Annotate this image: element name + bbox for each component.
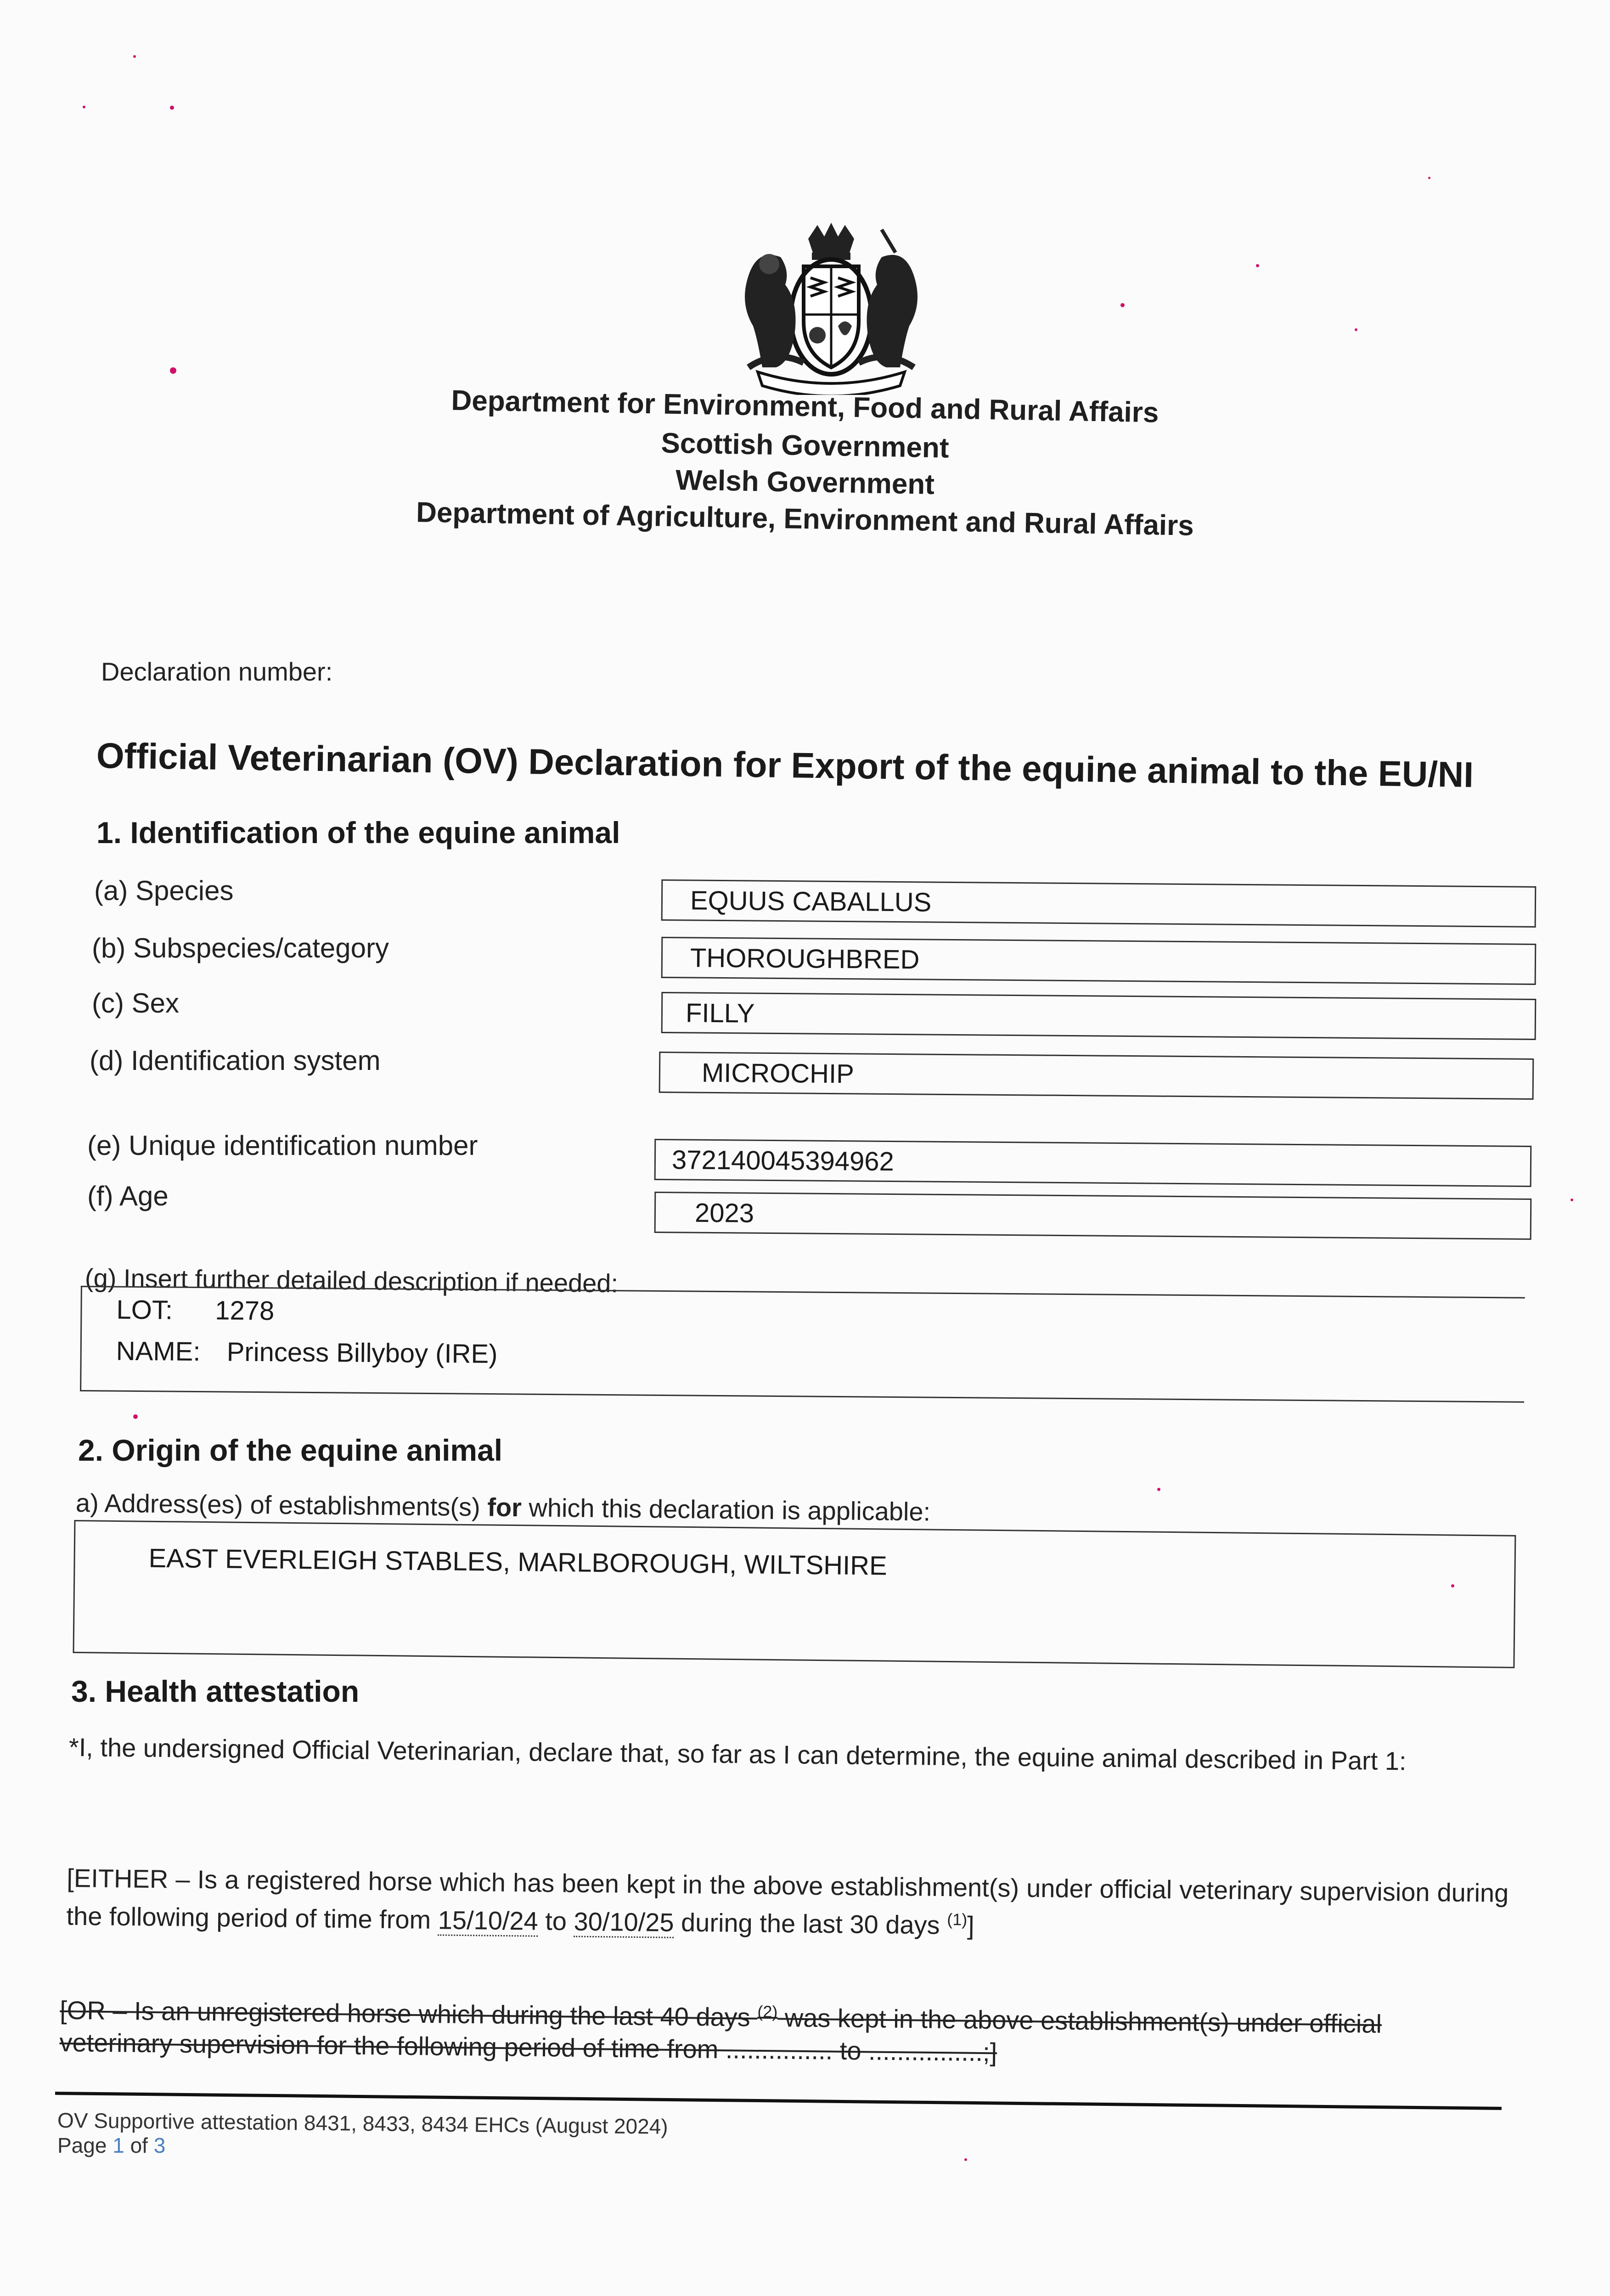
department-welsh-government: Welsh Government <box>675 464 935 501</box>
department-defra: Department for Environment, Food and Rural Affairs <box>451 384 1159 429</box>
sex-label: (c) Sex <box>92 988 180 1019</box>
identification-system-value: MICROCHIP <box>701 1058 855 1089</box>
page-title: Official Veterinarian (OV) Declaration for Export of the equine animal to the EU/NI <box>96 735 1474 795</box>
further-description-label: (g) Insert further detailed description if needed: <box>84 1263 619 1298</box>
subspecies-label: (b) Subspecies/category <box>92 933 389 963</box>
address-label: a) Address(es) of establishments(s) for which this declaration is applicable: <box>75 1488 931 1526</box>
section-2-heading: 2. Origin of the equine animal <box>78 1433 503 1467</box>
subspecies-value: THOROUGHBRED <box>690 942 920 974</box>
section-1-heading: 1. Identification of the equine animal <box>96 816 620 850</box>
identification-system-label: (d) Identification system <box>90 1045 381 1076</box>
name-value: Princess Billyboy (IRE) <box>226 1337 498 1369</box>
or-clause-struck: [OR – Is an unregistered horse which during the last 40 days $^{(2)}$ was kept in the above establishment(s) under official veterinary supervision for the following period of time from ............... to ................;] <box>59 1995 1382 2067</box>
species-field <box>661 879 1537 928</box>
period-from-date: 15/10/24 <box>438 1905 538 1936</box>
address-value: EAST EVERLEIGH STABLES, MARLBOROUGH, WILTSHIRE <box>148 1543 888 1581</box>
unique-id-field <box>654 1139 1532 1187</box>
either-clause: [EITHER – Is a registered horse which has been kept in the above establishment(s) under official veterinary supervision during the following period of time from 15/10/24 to 30/10/25 during the last 30 days $^{(1)}$] <box>66 1863 1509 1940</box>
identification-system-field <box>659 1052 1534 1100</box>
department-scottish-government: Scottish Government <box>660 427 950 464</box>
age-value: 2023 <box>694 1198 754 1228</box>
subspecies-field <box>661 937 1537 985</box>
royal-coat-of-arms-logo <box>730 220 932 395</box>
footer-rule <box>55 2092 1502 2110</box>
address-box <box>73 1520 1516 1668</box>
footer-attestation: OV Supportive attestation 8431, 8433, 8434 EHCs (August 2024) <box>57 2108 668 2138</box>
species-value: EQUUS CABALLUS <box>690 885 932 917</box>
lot-value: 1278 <box>214 1295 275 1326</box>
declaration-number-label: Declaration number: <box>101 657 333 686</box>
sex-value: FILLY <box>685 997 755 1029</box>
section-3-heading: 3. Health attestation <box>71 1674 360 1708</box>
further-description-box <box>80 1286 1525 1403</box>
age-field <box>654 1192 1532 1240</box>
name-label: NAME: <box>116 1336 201 1367</box>
department-daera: Department of Agriculture, Environment and Rural Affairs <box>416 496 1194 542</box>
page-number: Page 1 of 3 <box>57 2133 166 2157</box>
unique-id-value: 372140045394962 <box>671 1144 895 1176</box>
period-to-date: 30/10/25 <box>574 1907 674 1938</box>
sex-field <box>661 992 1537 1040</box>
species-label: (a) Species <box>94 875 234 906</box>
health-attestation-intro: *I, the undersigned Official Veterinarian, declare that, so far as I can determine, the equine animal described in Part 1: <box>68 1733 1407 1776</box>
unique-id-label: (e) Unique identification number <box>87 1130 478 1161</box>
lot-label: LOT: <box>116 1294 173 1325</box>
age-label: (f) Age <box>87 1181 169 1211</box>
